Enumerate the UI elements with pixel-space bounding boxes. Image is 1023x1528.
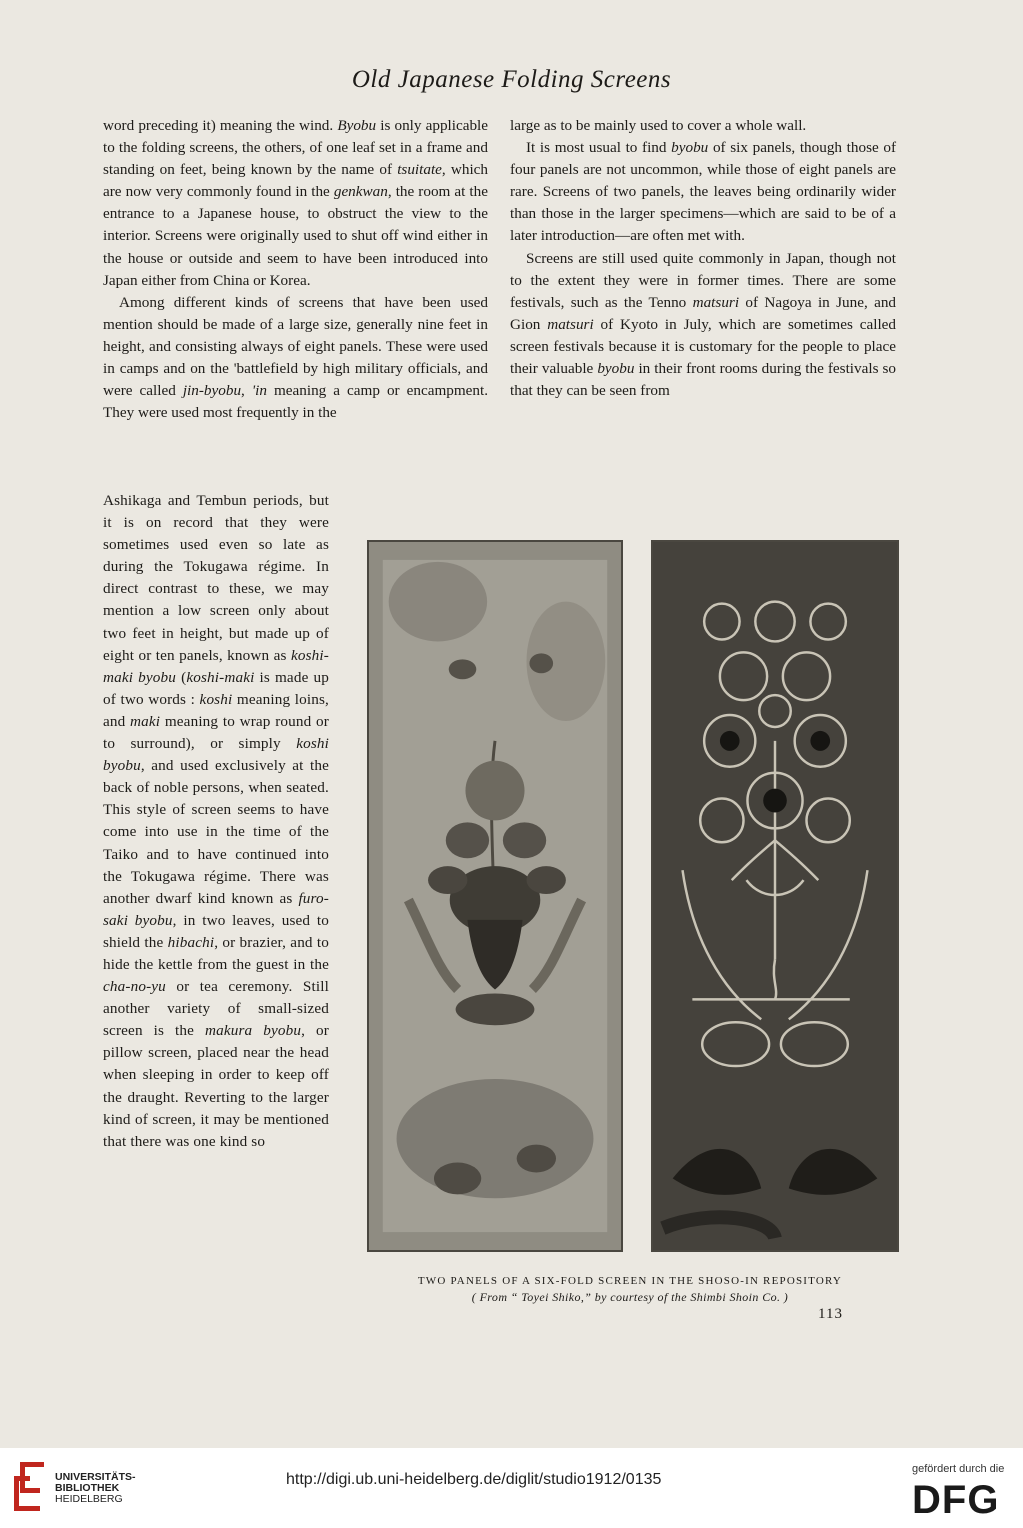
page-title: Old Japanese Folding Screens [351, 66, 672, 93]
paragraph: Screens are still used quite commonly in Japan, though not to the extent they were in former times. There are some festivals, such as the Tenno matsuri of Nagoya in June, and Gion matsuri of Kyoto in July, which are sometimes called screen festivals because it is customary for the people to place their valuable byobu in their front rooms during the festivals so that they can be seen from [510, 249, 897, 400]
left-column-narrow [103, 490, 329, 1153]
library-name-line3: HEIDELBERG [55, 1493, 123, 1505]
funded-by-label: gefördert durch die [912, 1463, 1005, 1475]
paragraph: Among different kinds of screens that have been used mention should be made of a large size, generally nine feet in height, and consisting always of eight panels. These were used in camps and on the 'battlefield by high military officials, and were called jin-byobu, 'in meaning a camp or encampment. They were used most frequently in the [103, 293, 489, 422]
library-name-line1: UNIVERSITÄTS- [55, 1471, 136, 1483]
paragraph: Ashikaga and Tembun periods, but it is on record that they were sometimes used even so late as during the Tokugawa régime. In direct contrast to these, we may mention a low screen only about two feet in height, but made up of eight or ten panels, known as koshi-maki byobu (koshi-maki is made up of two words : koshi meaning loins, and maki meaning to wrap round or to surround), or simply koshi byobu, and used exclusively at the back of noble persons, when seated. This style of screen seems to have come into use in the time of the Taiko and to have continued into the Tokugawa régime. There was another dwarf kind known as furo-saki byobu, in two leaves, used to shield the hibachi, or brazier, and to hide the kettle from the guest in the cha-no-yu or tea ceremony. Still another variety of small-sized screen is the makura byobu, or pillow screen, placed near the head when sleeping in order to keep off the draught. Reverting to the larger kind of screen, it may be mentioned that there was one kind so [103, 492, 330, 1150]
screen-panel-left-image [367, 540, 623, 1252]
dfg-logo: DFG [912, 1478, 1000, 1522]
figure-caption [340, 1273, 920, 1305]
paragraph: large as to be mainly used to cover a whole wall. [510, 117, 807, 134]
paragraph: word preceding it) meaning the wind. Byobu is only applicable to the folding screens, the others, of one leaf set in a frame and standing on feet, being known by the name of tsuitate, which are now very commonly found in the genkwan, the room at the entrance to a Japanese house, to obstruct the view to the interior. Screens were originally used to shut off wind either in the house or outside and seem to have been introduced into Japan either from China or Korea. [103, 117, 489, 289]
floral-bird-textile-illustration [653, 542, 897, 1250]
caption-credit: ( From “ Toyei Shiko,” by courtesy of the Shimbi Shoin Co. ) [471, 1290, 789, 1304]
screen-panel-right-image [651, 540, 899, 1252]
left-column-top [103, 115, 488, 424]
right-column [510, 115, 896, 402]
caption-title: TWO PANELS OF A SIX-FOLD SCREEN IN THE SHOSO-IN REPOSITORY [417, 1275, 843, 1287]
paragraph: It is most usual to find byobu of six panels, though those of four panels are not uncommon, while those of eight panels are rare. Screens of two panels, the leaves being ordinarily wider than those in the larger specimens—which are said to be of a later introduction—are often met with. [510, 139, 897, 245]
permalink-url[interactable]: http://digi.ub.uni-heidelberg.de/diglit/studio1912/0135 [286, 1471, 662, 1488]
floral-painting-illustration [369, 542, 621, 1250]
library-name [55, 1472, 136, 1505]
library-name-line2: BIBLIOTHEK [55, 1482, 120, 1494]
page-number: 113 [818, 1306, 843, 1322]
university-library-logo [10, 1458, 48, 1514]
